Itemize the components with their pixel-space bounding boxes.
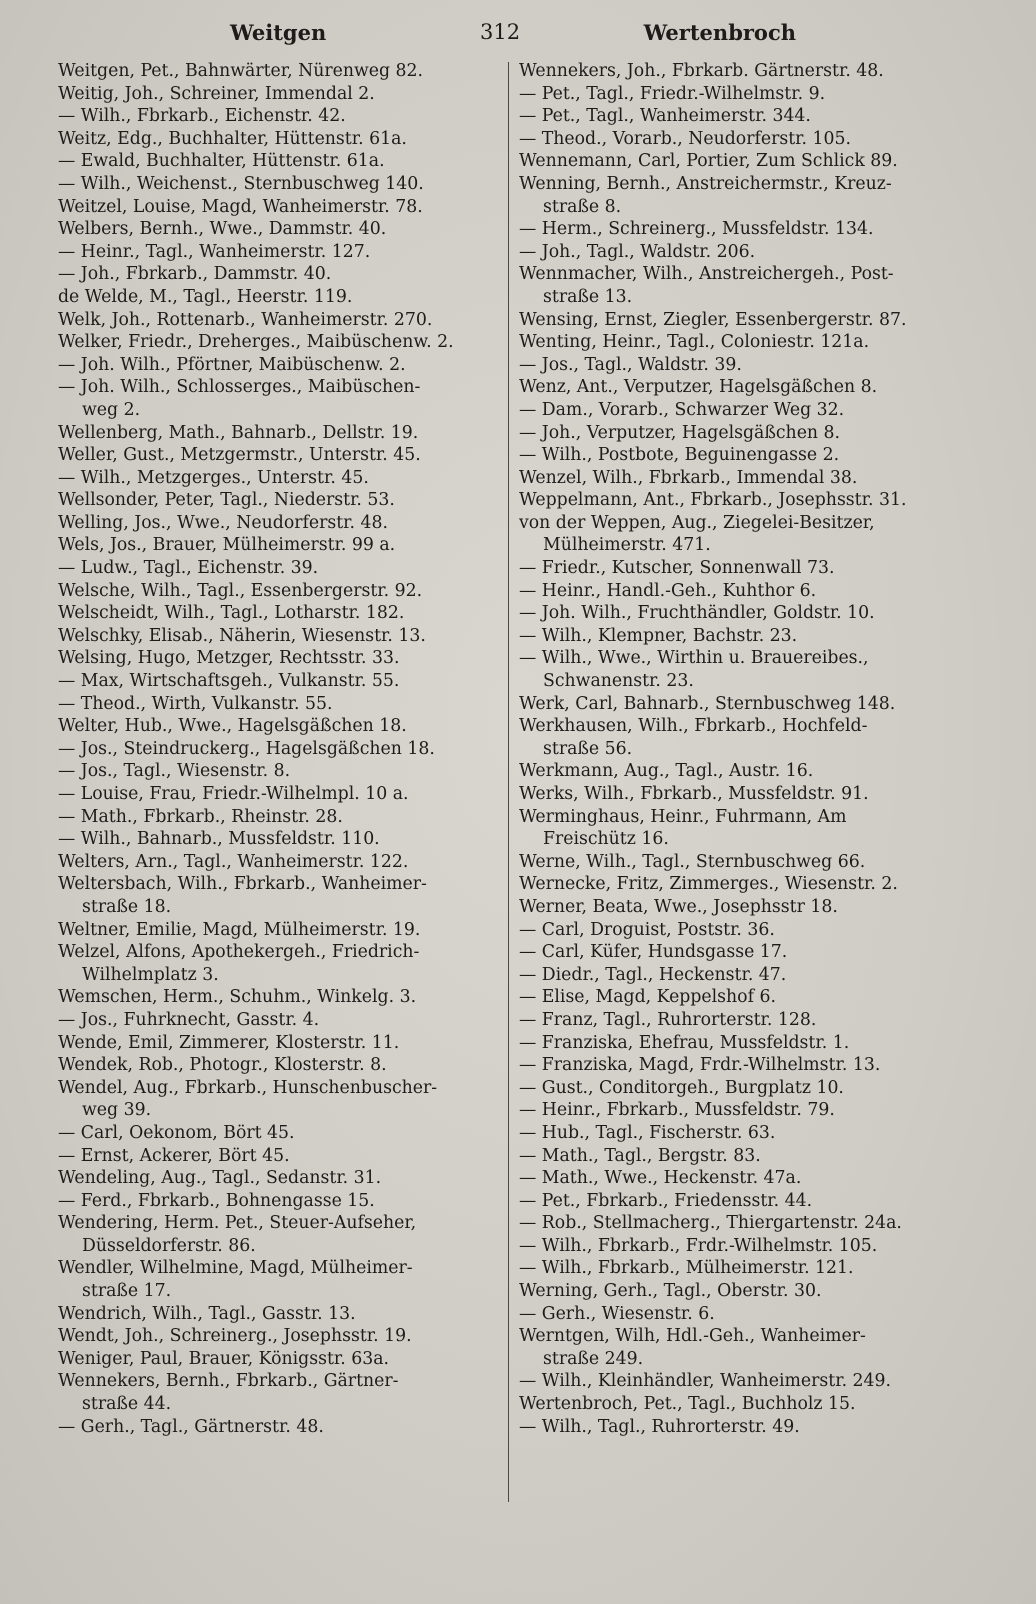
directory-entry: — Wilh., Metzgerges., Unterstr. 45. xyxy=(58,467,369,488)
directory-entry: von der Weppen, Aug., Ziegelei-Besitzer, xyxy=(519,512,875,533)
directory-entry: — Heinr., Tagl., Wanheimerstr. 127. xyxy=(58,241,371,262)
directory-entry: — Ferd., Fbrkarb., Bohnengasse 15. xyxy=(58,1190,375,1211)
directory-entry: — Joh., Verputzer, Hagelsgäßchen 8. xyxy=(519,422,841,443)
directory-entry: — Carl, Oekonom, Bört 45. xyxy=(58,1122,295,1143)
directory-entry: Welsing, Hugo, Metzger, Rechtsstr. 33. xyxy=(58,648,400,669)
directory-entry: — Wilh., Wwe., Wirthin u. Brauereibes., xyxy=(519,648,869,669)
directory-entry: — Math., Tagl., Bergstr. 83. xyxy=(519,1145,761,1166)
directory-entry: Wellsonder, Peter, Tagl., Niederstr. 53. xyxy=(58,490,395,511)
directory-entry-continuation: Wilhelmplatz 3. xyxy=(82,964,219,985)
directory-entry: — Rob., Stellmacherg., Thiergartenstr. 24a. xyxy=(519,1213,902,1234)
directory-entry: — Ernst, Ackerer, Bört 45. xyxy=(58,1145,290,1166)
directory-entry: — Pet., Fbrkarb., Friedensstr. 44. xyxy=(519,1190,813,1211)
directory-entry: Wendel, Aug., Fbrkarb., Hunschenbuscher- xyxy=(58,1077,438,1098)
directory-entry-continuation: straße 17. xyxy=(82,1281,172,1302)
directory-entry-continuation: Freischütz 16. xyxy=(543,829,669,850)
page-number: 312 xyxy=(480,20,521,44)
directory-entry: — Wilh., Weichenst., Sternbuschweg 140. xyxy=(58,173,424,194)
directory-entry-continuation: weg 2. xyxy=(82,399,141,420)
directory-entry: — Franz, Tagl., Ruhrorterstr. 128. xyxy=(519,1009,817,1030)
directory-entry: Wenting, Heinr., Tagl., Coloniestr. 121a. xyxy=(519,332,870,353)
directory-entry: — Wilh., Postbote, Beguinengasse 2. xyxy=(519,445,840,466)
directory-entry: Welker, Friedr., Dreherges., Maibüschenw. 2. xyxy=(58,332,454,353)
directory-entry: Wernecke, Fritz, Zimmerges., Wiesenstr. 2. xyxy=(519,874,898,895)
directory-entry: Wendek, Rob., Photogr., Klosterstr. 8. xyxy=(58,1055,387,1076)
directory-entry: Weniger, Paul, Brauer, Königsstr. 63a. xyxy=(58,1348,390,1369)
directory-entry-continuation: Düsseldorferstr. 86. xyxy=(82,1235,256,1256)
directory-entry: Weitig, Joh., Schreiner, Immendal 2. xyxy=(58,83,375,104)
directory-entry: — Wilh., Fbrkarb., Frdr.-Wilhelmstr. 105. xyxy=(519,1235,878,1256)
directory-entry: — Louise, Frau, Friedr.-Wilhelmpl. 10 a. xyxy=(58,784,409,804)
directory-entry: — Gerh., Wiesenstr. 6. xyxy=(519,1303,715,1324)
directory-entry-continuation: straße 249. xyxy=(543,1348,644,1369)
directory-entry: Werminghaus, Heinr., Fuhrmann, Am xyxy=(519,806,847,827)
directory-entry: — Wilh., Fbrkarb., Eichenstr. 42. xyxy=(58,106,346,127)
directory-entry: Wemschen, Herm., Schuhm., Winkelg. 3. xyxy=(58,987,417,1008)
directory-entry: — Herm., Schreinerg., Mussfeldstr. 134. xyxy=(519,219,874,240)
directory-entry-continuation: straße 56. xyxy=(543,738,633,759)
directory-entry: Wenzel, Wilh., Fbrkarb., Immendal 38. xyxy=(519,467,858,488)
directory-entry: Werntgen, Wilh, Hdl.-Geh., Wanheimer- xyxy=(519,1326,866,1347)
directory-entry: Wendeling, Aug., Tagl., Sedanstr. 31. xyxy=(58,1168,382,1189)
directory-entry-continuation: Mülheimerstr. 471. xyxy=(543,535,711,556)
directory-entry: de Welde, M., Tagl., Heerstr. 119. xyxy=(58,286,353,307)
directory-entry: Welscheidt, Wilh., Tagl., Lotharstr. 182. xyxy=(58,603,405,624)
directory-entry: — Joh., Fbrkarb., Dammstr. 40. xyxy=(58,264,332,285)
directory-entry: Weitzel, Louise, Magd, Wanheimerstr. 78. xyxy=(58,196,423,217)
directory-entry: Werning, Gerh., Tagl., Oberstr. 30. xyxy=(519,1281,822,1302)
header-left-keyword: Weitgen xyxy=(230,20,327,45)
column-divider xyxy=(508,62,509,1502)
directory-entry: Werks, Wilh., Fbrkarb., Mussfeldstr. 91. xyxy=(519,784,869,804)
directory-entry: Wendler, Wilhelmine, Magd, Mülheimer- xyxy=(58,1258,413,1279)
directory-entry: — Joh. Wilh., Schlosserges., Maibüschen- xyxy=(58,377,421,398)
directory-entry: — Jos., Tagl., Waldstr. 39. xyxy=(519,354,742,375)
directory-entry: — Wilh., Bahnarb., Mussfeldstr. 110. xyxy=(58,829,380,850)
directory-entry: Weitz, Edg., Buchhalter, Hüttenstr. 61a. xyxy=(58,128,407,149)
directory-entry: — Heinr., Fbrkarb., Mussfeldstr. 79. xyxy=(519,1100,835,1121)
directory-entry-continuation: weg 39. xyxy=(82,1100,152,1121)
directory-entry: — Pet., Tagl., Wanheimerstr. 344. xyxy=(519,106,811,127)
directory-entry: — Joh. Wilh., Fruchthändler, Goldstr. 10. xyxy=(519,603,875,624)
directory-entry: Wennekers, Bernh., Fbrkarb., Gärtner- xyxy=(58,1371,399,1392)
directory-entry: Werne, Wilh., Tagl., Sternbuschweg 66. xyxy=(519,851,866,872)
page-header xyxy=(60,14,976,54)
directory-entry: — Math., Wwe., Heckenstr. 47a. xyxy=(519,1168,802,1189)
directory-entry: — Jos., Fuhrknecht, Gasstr. 4. xyxy=(58,1009,320,1030)
directory-entry-continuation: straße 13. xyxy=(543,286,633,307)
directory-entry: Wennemann, Carl, Portier, Zum Schlick 89. xyxy=(519,151,898,172)
directory-entry: — Gust., Conditorgeh., Burgplatz 10. xyxy=(519,1077,844,1098)
directory-entry: — Hub., Tagl., Fischerstr. 63. xyxy=(519,1122,776,1143)
directory-entry: Wennmacher, Wilh., Anstreichergeh., Post- xyxy=(519,264,894,285)
directory-entry: Welschky, Elisab., Näherin, Wiesenstr. 13. xyxy=(58,625,426,646)
directory-entry-continuation: straße 44. xyxy=(82,1394,172,1415)
directory-entry: — Theod., Wirth, Vulkanstr. 55. xyxy=(58,693,333,714)
directory-entry: — Diedr., Tagl., Heckenstr. 47. xyxy=(519,964,787,985)
directory-entry: Werk, Carl, Bahnarb., Sternbuschweg 148. xyxy=(519,693,896,714)
directory-entry: Wendrich, Wilh., Tagl., Gasstr. 13. xyxy=(58,1303,356,1324)
directory-entry: — Wilh., Klempner, Bachstr. 23. xyxy=(519,625,798,646)
directory-entry: — Gerh., Tagl., Gärtnerstr. 48. xyxy=(58,1416,324,1437)
directory-entry: Weitgen, Pet., Bahnwärter, Nürenweg 82. xyxy=(58,61,424,81)
directory-entry: Welzel, Alfons, Apothekergeh., Friedrich- xyxy=(58,942,420,963)
directory-entry: — Ludw., Tagl., Eichenstr. 39. xyxy=(58,558,319,579)
directory-entry: Welter, Hub., Wwe., Hagelsgäßchen 18. xyxy=(58,716,407,737)
directory-entry: Welk, Joh., Rottenarb., Wanheimerstr. 270. xyxy=(58,309,433,330)
directory-entry: Werner, Beata, Wwe., Josephsstr 18. xyxy=(519,896,838,917)
directory-entry: Werkmann, Aug., Tagl., Austr. 16. xyxy=(519,761,814,782)
directory-entry: Wensing, Ernst, Ziegler, Essenbergerstr. 87. xyxy=(519,309,907,330)
directory-entry: — Jos., Steindruckerg., Hagelsgäßchen 18. xyxy=(58,738,435,759)
directory-entry: — Jos., Tagl., Wiesenstr. 8. xyxy=(58,761,291,782)
directory-entry: Wertenbroch, Pet., Tagl., Buchholz 15. xyxy=(519,1394,856,1415)
directory-entry: — Carl, Droguist, Poststr. 36. xyxy=(519,919,775,940)
directory-entry: Welling, Jos., Wwe., Neudorferstr. 48. xyxy=(58,512,389,533)
directory-entry: Weltner, Emilie, Magd, Mülheimerstr. 19. xyxy=(58,919,421,940)
directory-entry: Wellenberg, Math., Bahnarb., Dellstr. 19. xyxy=(58,422,419,443)
directory-entry: — Wilh., Fbrkarb., Mülheimerstr. 121. xyxy=(519,1258,854,1279)
directory-entry: — Friedr., Kutscher, Sonnenwall 73. xyxy=(519,558,835,579)
directory-entry: — Wilh., Tagl., Ruhrorterstr. 49. xyxy=(519,1416,800,1437)
directory-entry: — Joh., Tagl., Waldstr. 206. xyxy=(519,241,756,262)
directory-entry: — Dam., Vorarb., Schwarzer Weg 32. xyxy=(519,399,845,420)
directory-entry: Weller, Gust., Metzgermstr., Unterstr. 45. xyxy=(58,445,421,466)
directory-entry: — Wilh., Kleinhändler, Wanheimerstr. 249. xyxy=(519,1371,892,1392)
directory-entry: — Franziska, Ehefrau, Mussfeldstr. 1. xyxy=(519,1032,850,1053)
directory-entry: Werkhausen, Wilh., Fbrkarb., Hochfeld- xyxy=(519,716,868,737)
directory-entry: — Math., Fbrkarb., Rheinstr. 28. xyxy=(58,806,343,827)
directory-entry: Wende, Emil, Zimmerer, Klosterstr. 11. xyxy=(58,1032,400,1053)
directory-entry: — Elise, Magd, Keppelshof 6. xyxy=(519,987,776,1008)
directory-entry: Weltersbach, Wilh., Fbrkarb., Wanheimer- xyxy=(58,874,427,895)
directory-entry: — Theod., Vorarb., Neudorferstr. 105. xyxy=(519,128,851,149)
directory-entry-continuation: Schwanenstr. 23. xyxy=(543,671,694,692)
directory-entry: — Franziska, Magd, Frdr.-Wilhelmstr. 13. xyxy=(519,1055,881,1076)
directory-entry: — Carl, Küfer, Hundsgasse 17. xyxy=(519,942,788,963)
directory-entry: — Ewald, Buchhalter, Hüttenstr. 61a. xyxy=(58,151,385,172)
header-right-keyword: Wertenbroch xyxy=(643,20,796,45)
directory-entry: — Max, Wirtschaftsgeh., Vulkanstr. 55. xyxy=(58,671,400,692)
left-column xyxy=(58,60,498,1438)
directory-entry: Wels, Jos., Brauer, Mülheimerstr. 99 a. xyxy=(58,535,396,556)
directory-entry: — Heinr., Handl.-Geh., Kuhthor 6. xyxy=(519,580,817,601)
right-column xyxy=(519,60,969,1438)
directory-entry: Wenz, Ant., Verputzer, Hagelsgäßchen 8. xyxy=(519,377,878,398)
directory-entry: — Pet., Tagl., Friedr.-Wilhelmstr. 9. xyxy=(519,83,826,104)
directory-entry: Wennekers, Joh., Fbrkarb. Gärtnerstr. 48. xyxy=(519,61,884,81)
directory-entry-continuation: straße 18. xyxy=(82,896,172,917)
directory-entry: Wendt, Joh., Schreinerg., Josephsstr. 19. xyxy=(58,1326,412,1347)
directory-entry: Wendering, Herm. Pet., Steuer-Aufseher, xyxy=(58,1213,417,1234)
directory-entry: Wenning, Bernh., Anstreichermstr., Kreuz- xyxy=(519,173,892,194)
directory-entry-continuation: straße 8. xyxy=(543,196,622,217)
directory-entry: Welsche, Wilh., Tagl., Essenbergerstr. 92. xyxy=(58,580,423,601)
directory-entry: Weppelmann, Ant., Fbrkarb., Josephsstr. 31. xyxy=(519,490,907,511)
directory-entry: — Joh. Wilh., Pförtner, Maibüschenw. 2. xyxy=(58,354,406,375)
directory-entry: Welbers, Bernh., Wwe., Dammstr. 40. xyxy=(58,219,387,240)
directory-entry: Welters, Arn., Tagl., Wanheimerstr. 122. xyxy=(58,851,409,872)
